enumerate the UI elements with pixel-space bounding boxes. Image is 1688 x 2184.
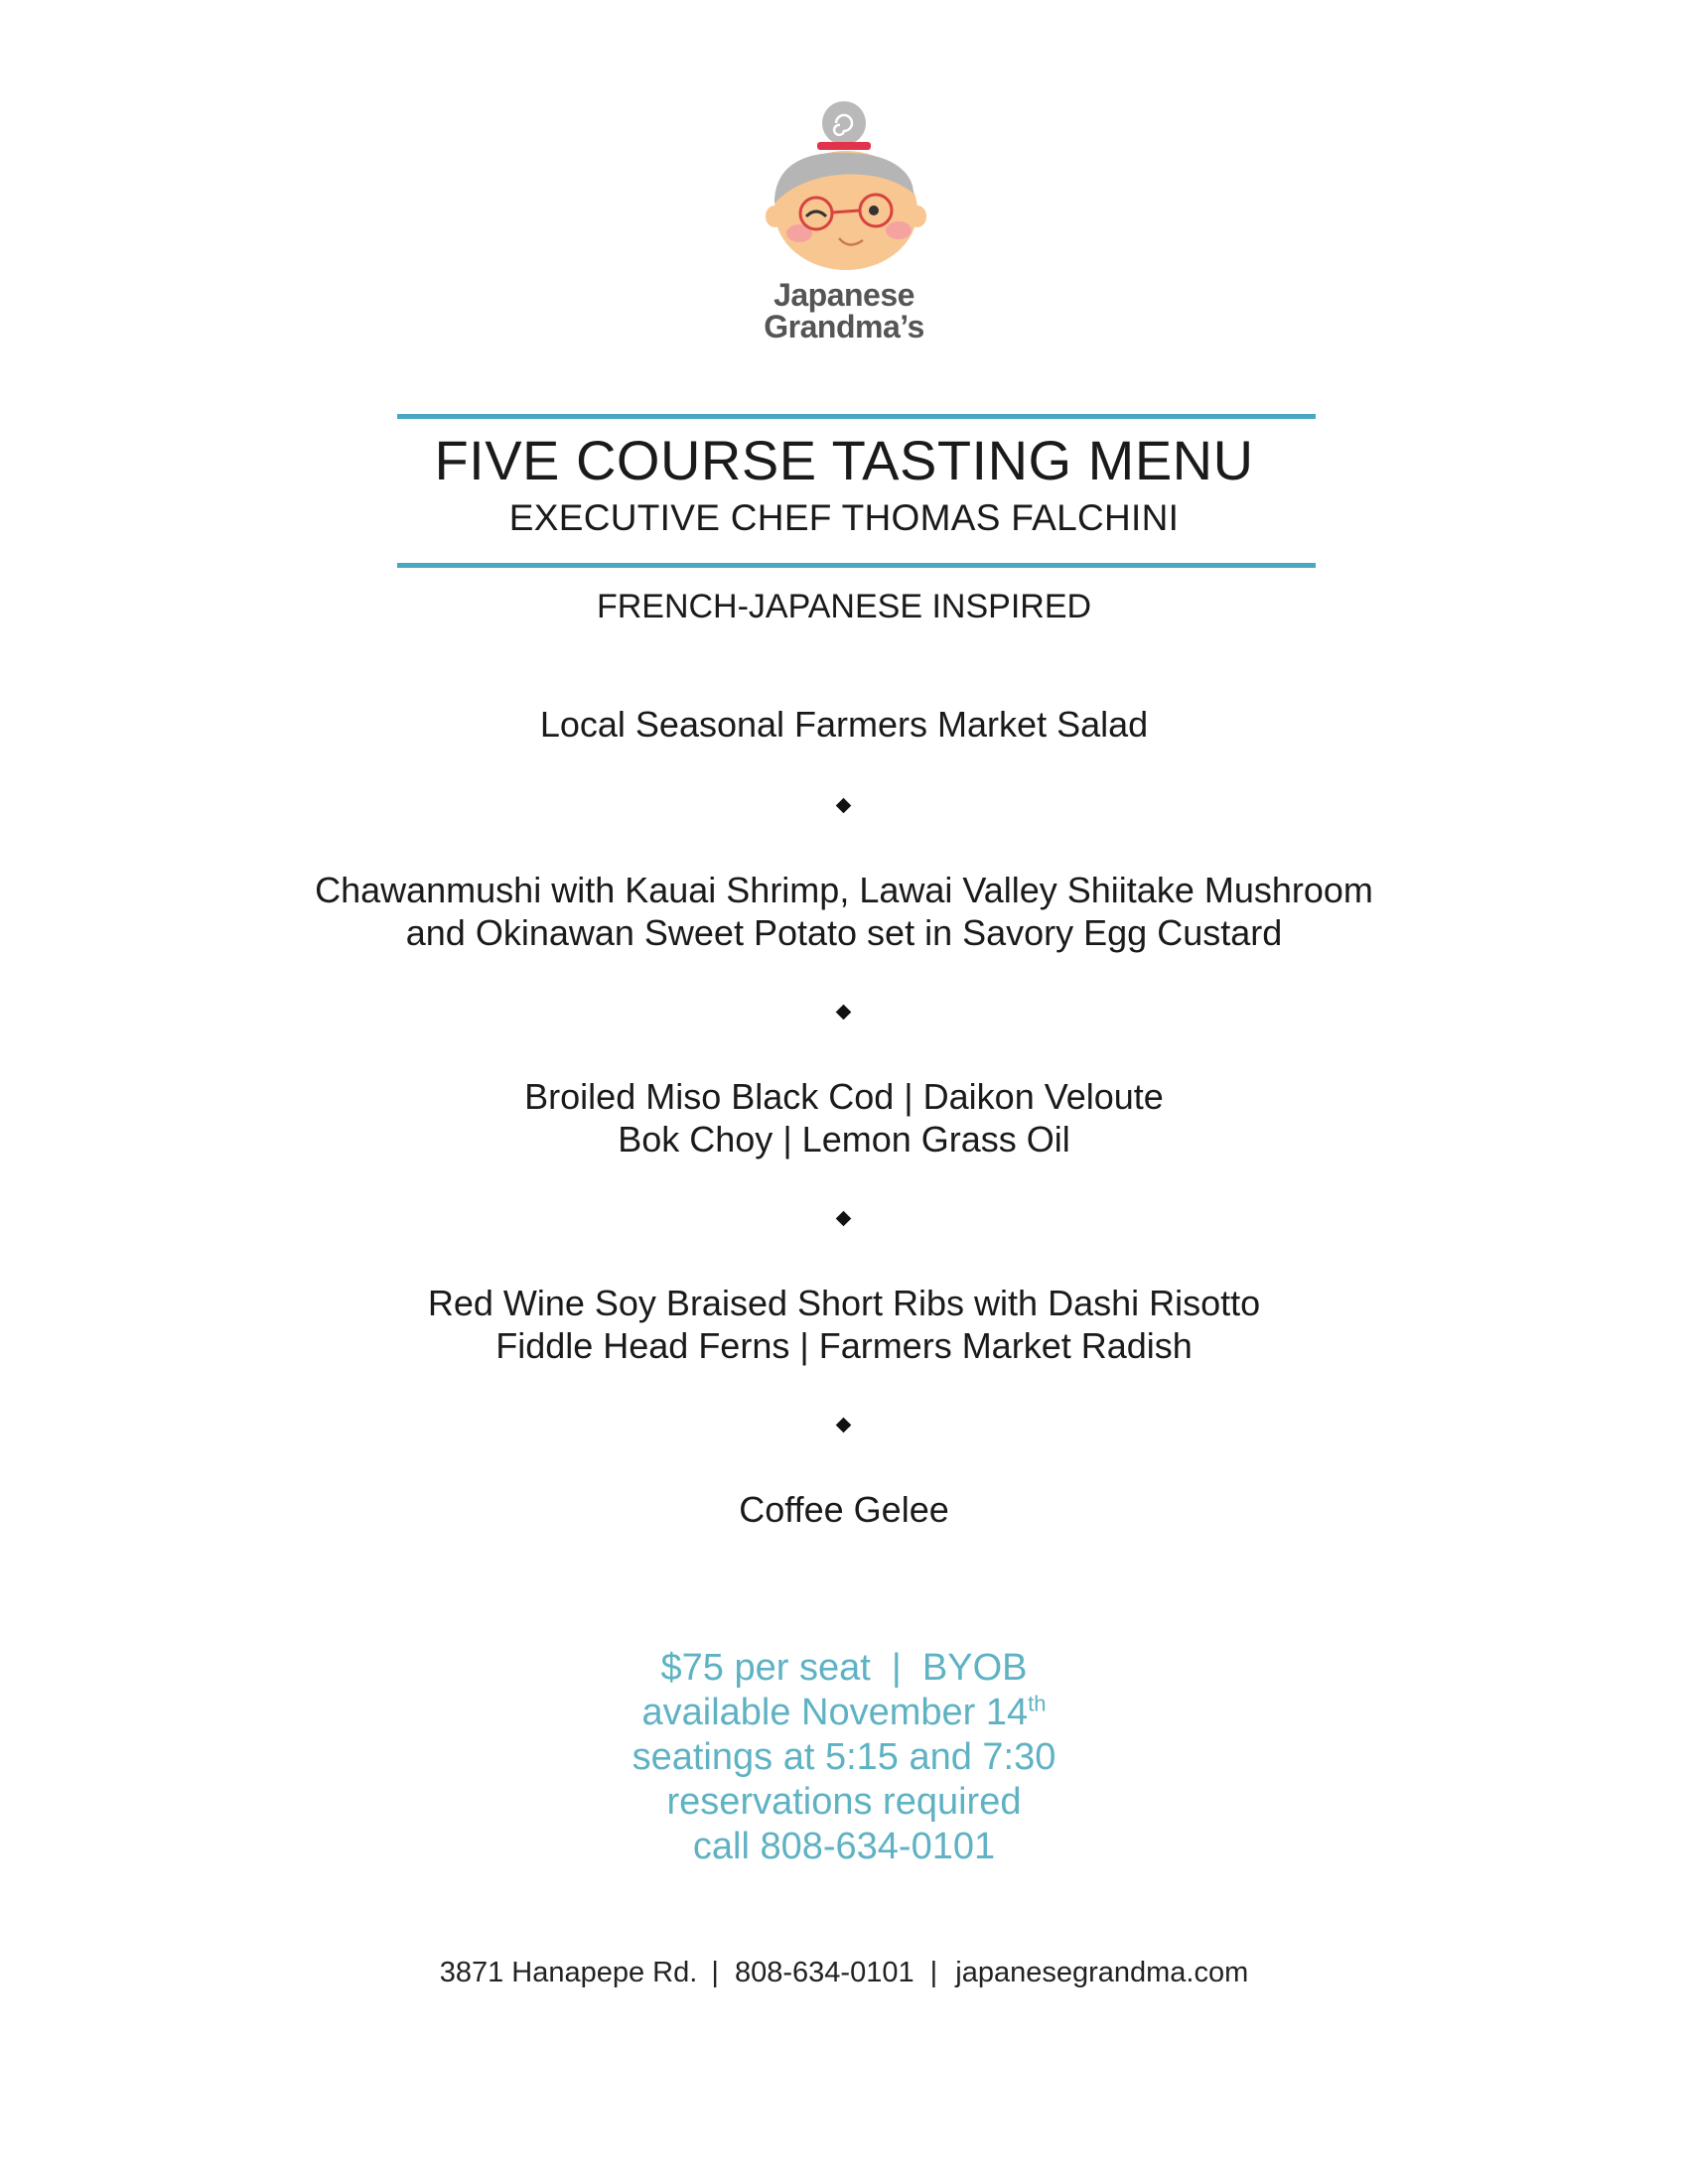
bottom-rule	[397, 563, 1316, 568]
logo	[755, 99, 933, 347]
course-4-line-1: Red Wine Soy Braised Short Ribs with Dashi Risotto	[427, 1283, 1261, 1323]
availability-suffix: th	[1028, 1691, 1047, 1716]
course-2	[0, 869, 1688, 954]
course-5	[0, 1488, 1688, 1531]
grandma-face-icon	[755, 99, 933, 273]
footer-address: 3871 Hanapepe Rd.	[439, 1957, 698, 1988]
menu-title: FIVE COURSE TASTING MENU	[434, 429, 1254, 491]
course-3	[0, 1075, 1688, 1160]
menu-style: FRENCH-JAPANESE INSPIRED	[596, 588, 1092, 625]
price-byob: $75 per seat | BYOB	[660, 1647, 1028, 1689]
chef-name: EXECUTIVE CHEF THOMAS FALCHINI	[508, 497, 1180, 538]
footer-website[interactable]: japanesegrandma.com	[955, 1957, 1249, 1988]
course-4	[0, 1282, 1688, 1367]
course-1-line-1: Local Seasonal Farmers Market Salad	[539, 704, 1149, 745]
course-2-line-1: Chawanmushi with Kauai Shrimp, Lawai Valley Shiitake Mushroom	[315, 870, 1373, 910]
course-3-line-1: Broiled Miso Black Cod | Daikon Veloute	[524, 1076, 1164, 1117]
availability	[0, 1691, 1688, 1735]
course-divider	[836, 1005, 852, 1021]
top-rule	[397, 414, 1316, 419]
footer-phone: 808-634-0101	[734, 1957, 914, 1988]
course-divider	[836, 798, 852, 814]
course-divider	[836, 1418, 852, 1433]
course-4-line-2: Fiddle Head Ferns | Farmers Market Radish	[495, 1325, 1193, 1366]
course-divider	[836, 1211, 852, 1227]
footer-separator: |	[711, 1957, 719, 1988]
logo-text-grandmas: Grandma’s	[764, 309, 924, 344]
reservations-note: reservations required	[666, 1781, 1022, 1823]
logo-text-japanese: Japanese	[774, 277, 914, 313]
footer-separator: |	[929, 1957, 938, 1988]
course-5-line-1: Coffee Gelee	[739, 1489, 949, 1530]
seatings: seatings at 5:15 and 7:30	[632, 1736, 1056, 1778]
course-1	[0, 703, 1688, 746]
footer	[0, 1955, 1688, 1990]
course-2-line-2: and Okinawan Sweet Potato set in Savory Egg Custard	[405, 912, 1283, 953]
call-number: call 808-634-0101	[692, 1826, 996, 1867]
info-block	[0, 1646, 1688, 1869]
availability-text: available November 14	[641, 1692, 1029, 1733]
course-3-line-2: Bok Choy | Lemon Grass Oil	[618, 1119, 1070, 1160]
